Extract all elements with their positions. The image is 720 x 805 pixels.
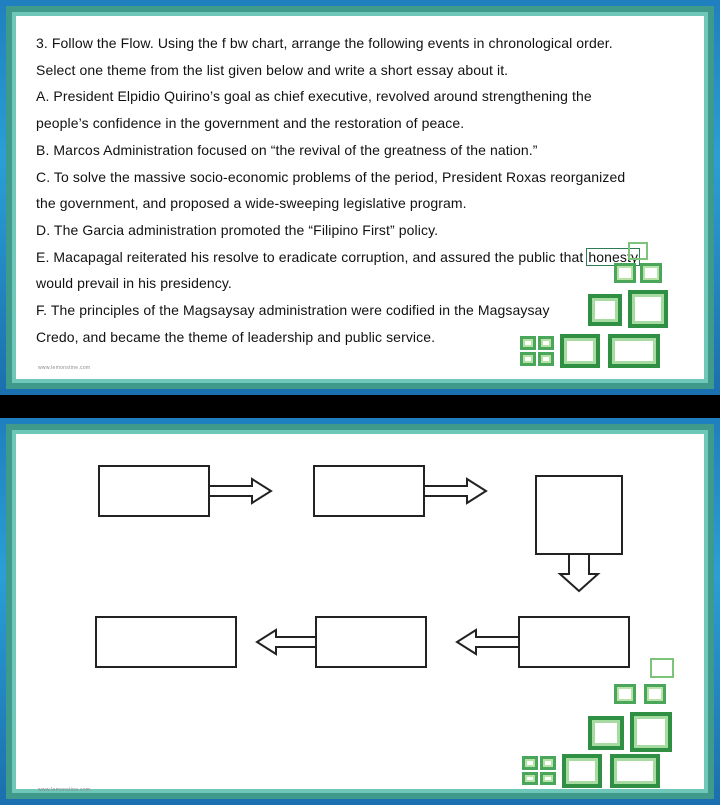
deco-square bbox=[628, 290, 668, 328]
deco-square bbox=[640, 263, 662, 283]
flowchart-slide bbox=[0, 418, 720, 805]
arrow-down-icon bbox=[560, 554, 598, 591]
question-line: would prevail in his presidency. bbox=[36, 275, 232, 292]
flow-box-3[interactable] bbox=[536, 476, 622, 554]
question-line: 3. Follow the Flow. Using the f bw chart, arrange the following events in chronological order. bbox=[36, 35, 613, 51]
deco-square bbox=[588, 716, 624, 750]
deco-square bbox=[560, 334, 600, 368]
question-line: E. Macapagal reiterated his resolve to eradicate corruption, and assured the public that bbox=[36, 248, 588, 265]
deco-square bbox=[588, 294, 622, 326]
deco-square bbox=[522, 772, 538, 785]
deco-square bbox=[614, 263, 636, 283]
deco-square bbox=[650, 658, 674, 678]
deco-square bbox=[614, 684, 636, 704]
arrow-left-icon bbox=[257, 630, 316, 654]
flow-box-5[interactable] bbox=[316, 617, 426, 667]
question-line: B. Marcos Administration focused on “the revival of the greatness of the nation.” bbox=[36, 141, 538, 158]
question-line: the government, and proposed a wide-sweeping legislative program. bbox=[36, 195, 467, 212]
deco-square bbox=[630, 712, 672, 752]
deco-square bbox=[520, 336, 536, 350]
footer-url: www.lemonstine.com bbox=[38, 365, 91, 371]
deco-square bbox=[644, 684, 666, 704]
deco-square bbox=[610, 754, 660, 788]
deco-square bbox=[628, 242, 648, 260]
flow-box-2[interactable] bbox=[314, 466, 424, 516]
flow-box-4[interactable] bbox=[519, 617, 629, 667]
flow-box-1[interactable] bbox=[99, 466, 209, 516]
deco-square bbox=[538, 336, 554, 350]
question-line: people’s confidence in the government and the restoration of peace. bbox=[36, 115, 465, 132]
deco-square bbox=[562, 754, 602, 788]
deco-square bbox=[538, 352, 554, 366]
arrow-right-icon bbox=[424, 479, 486, 503]
deco-square bbox=[520, 352, 536, 366]
deco-square bbox=[540, 756, 556, 770]
question-line: C. To solve the massive socio-economic problems of the period, President Roxas reorganized bbox=[36, 168, 626, 185]
question-line: Credo, and became the theme of leadership and public service. bbox=[36, 328, 436, 345]
flowchart-panel bbox=[16, 434, 704, 793]
question-line: A. President Elpidio Quirino’s goal as chief executive, revolved around strengthening the bbox=[36, 88, 592, 105]
deco-square bbox=[540, 772, 556, 785]
question-line-e bbox=[36, 244, 686, 271]
highlighted-word: honesty bbox=[588, 248, 639, 265]
footer-url: www.lemonstine.com bbox=[38, 787, 91, 793]
deco-square bbox=[522, 756, 538, 770]
question-line: Select one theme from the list given below and write a short essay about it. bbox=[36, 61, 509, 78]
arrow-left-icon bbox=[457, 630, 519, 654]
question-slide bbox=[0, 0, 720, 395]
arrow-right-icon bbox=[209, 479, 271, 503]
deco-square bbox=[608, 334, 660, 368]
question-panel bbox=[16, 16, 704, 379]
question-line: F. The principles of the Magsaysay administration were codified in the Magsaysay bbox=[36, 302, 550, 319]
flow-box-6[interactable] bbox=[96, 617, 236, 667]
question-line: D. The Garcia administration promoted the “Filipino First” policy. bbox=[36, 221, 439, 238]
